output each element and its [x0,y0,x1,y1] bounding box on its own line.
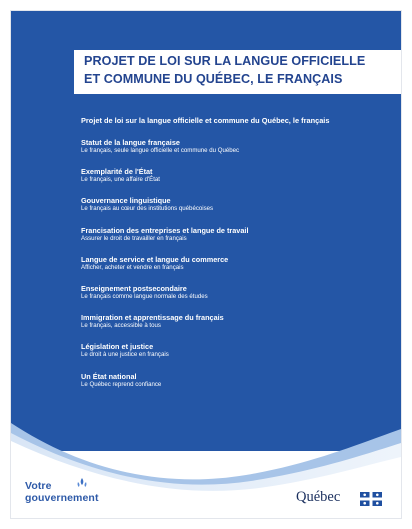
section-subtitle: Afficher, acheter et vendre en français [81,263,184,271]
section-subtitle: Le droit à une justice en français [81,351,169,359]
section-item [81,313,391,330]
content-list [81,116,391,401]
fleur-de-lis-flag-icon [360,492,382,506]
title-line-2: ET COMMUNE DU QUÉBEC, LE FRANÇAIS [84,72,343,86]
section-title: Langue de service et langue du commerce [81,254,229,264]
section-title: Gouvernance linguistique [81,196,171,206]
section-item [81,138,391,155]
section-item [81,196,391,213]
section-item [81,167,391,184]
quebec-wordmark: Québec [296,489,341,505]
logo-line-1: Votre [25,480,52,492]
section-title: Statut de la langue française [81,138,180,147]
quebec-logo [296,489,396,509]
section-title: Législation et justice [81,342,154,352]
section-subtitle: Le français, une affaire d'État [81,176,160,184]
section-title: Exemplarité de l'État [81,167,153,177]
section-subtitle: Le Québec reprend confiance [81,380,162,388]
flames-icon [75,477,89,491]
section-item [81,342,391,359]
intro-text: Projet de loi sur la langue officielle et commune du Québec, le français [81,116,330,125]
section-title: Immigration et apprentissage du français [81,313,224,323]
section-subtitle: Le français, accessible à tous [81,322,161,330]
section-item [81,255,391,272]
section-subtitle: Le français comme langue normale des études [81,292,208,300]
section-subtitle: Le français au cœur des institutions québécoises [81,205,214,213]
section-title: Enseignement postsecondaire [81,283,187,293]
section-subtitle: Le français, seule langue officielle et commune du Québec [81,147,240,154]
section-subtitle: Assurer le droit de travailler en français [81,234,187,242]
title-banner [74,50,401,94]
section-item [81,284,391,301]
section-item [81,226,391,243]
section-title: Un État national [81,371,137,381]
logo-line-2: gouvernement [25,492,99,504]
title-line-1: PROJET DE LOI SUR LA LANGUE OFFICIELLE [84,54,366,68]
votre-gouvernement-logo [25,480,135,510]
section-title: Francisation des entreprises et langue de travail [81,225,249,235]
document-page [11,11,401,518]
